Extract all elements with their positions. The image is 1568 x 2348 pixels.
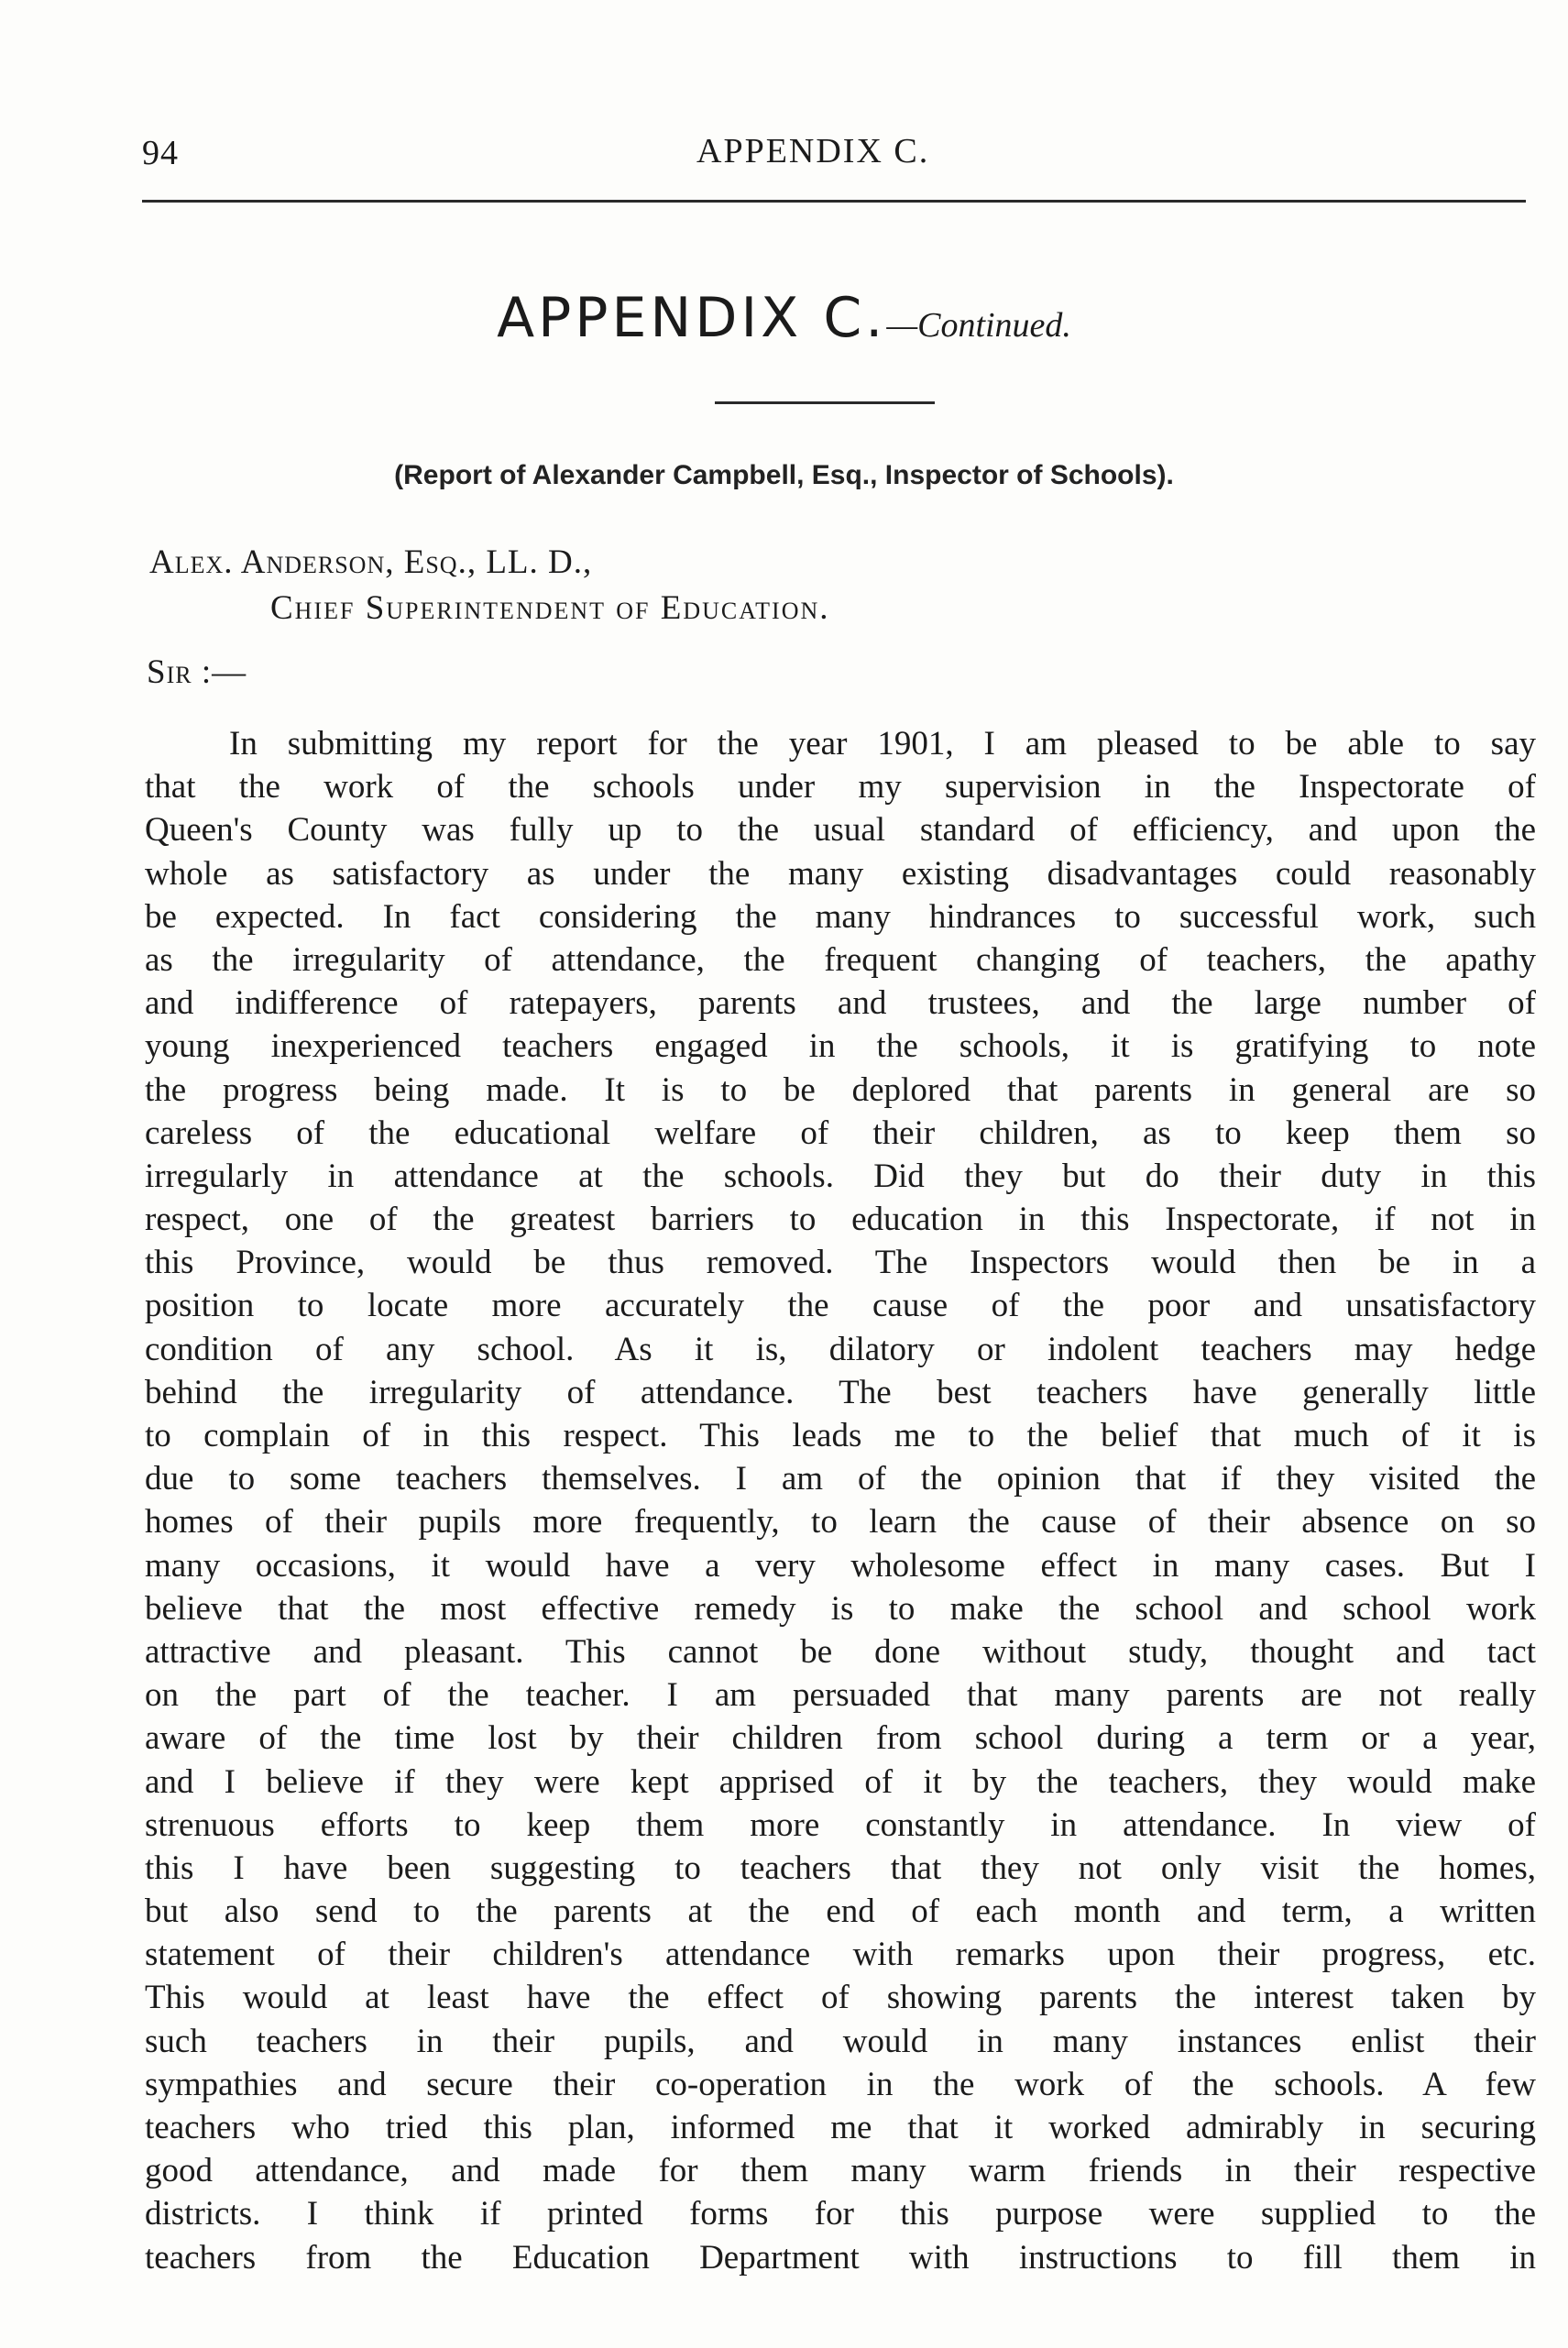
body-line: to complain of in this respect. This leads me to the belief that much of it is (145, 1417, 1536, 1454)
body-line: sympathies and secure their co-operation in the work of the schools. A few (145, 2065, 1536, 2103)
addressee-name: Alex. Anderson, Esq., LL. D., (149, 543, 593, 581)
body-line: whole as satisfactory as under the many existing disadvantages could reasonably (145, 854, 1536, 893)
body-line: many occasions, it would have a very wholesome effect in many cases. But I (145, 1546, 1536, 1585)
body-line: In submitting my report for the year 1901, I am pleased to be able to say (229, 725, 1536, 763)
body-line: that the work of the schools under my supervision in the Inspectorate of (145, 768, 1536, 806)
salutation: Sir :— (147, 653, 247, 691)
body-line: behind the irregularity of attendance. The best teachers have generally little (145, 1373, 1536, 1411)
body-line: careless of the educational welfare of their children, as to keep them so (145, 1114, 1536, 1152)
body-line: and indifference of ratepayers, parents and trustees, and the large number of (145, 984, 1536, 1023)
body-line: homes of their pupils more frequently, to learn the cause of their absence on so (145, 1503, 1536, 1542)
body-line: this Province, would be thus removed. The Inspectors would then be in a (145, 1244, 1536, 1282)
report-subtitle: (Report of Alexander Campbell, Esq., Inspector of Schools). (394, 460, 1174, 490)
body-line: strenuous efforts to keep them more constantly in attendance. In view of (145, 1805, 1536, 1844)
body-line: Queen's County was fully up to the usual standard of efficiency, and upon the (145, 811, 1536, 850)
page-number: 94 (142, 134, 179, 172)
body-line: be expected. In fact considering the many hindrances to successful work, such (145, 897, 1536, 936)
body-line: due to some teachers themselves. I am of the opinion that if they visited the (145, 1460, 1536, 1498)
body-line: respect, one of the greatest barriers to education in this Inspectorate, if not in (145, 1201, 1536, 1239)
header-rule (142, 200, 1526, 203)
body-line: and I believe if they were kept apprised of it by the teachers, they would make (145, 1762, 1536, 1801)
body-line: believe that the most effective remedy is to make the school and school work (145, 1589, 1536, 1628)
report-body (145, 722, 1536, 2279)
body-line: but also send to the parents at the end of each month and term, a written (145, 1893, 1536, 1931)
appendix-title-main: APPENDIX C. (497, 286, 887, 350)
body-line: teachers who tried this plan, informed me that it worked admirably in securing (145, 2109, 1536, 2146)
body-line: attractive and pleasant. This cannot be done without study, thought and tact (145, 1632, 1536, 1671)
body-line: position to locate more accurately the cause of the poor and unsatisfactory (145, 1287, 1536, 1325)
body-line: districts. I think if printed forms for this purpose were supplied to the (145, 2195, 1536, 2233)
body-line: on the part of the teacher. I am persuaded that many parents are not really (145, 1676, 1536, 1715)
running-head: APPENDIX C. (696, 132, 930, 170)
appendix-title-continued: —Continued. (886, 306, 1071, 345)
addressee-title: Chief Superintendent of Education. (270, 589, 830, 627)
body-line: as the irregularity of attendance, the frequent changing of teachers, the apathy (145, 940, 1536, 979)
appendix-title (0, 286, 1568, 350)
body-line: condition of any school. As it is, dilatory or indolent teachers may hedge (145, 1330, 1536, 1368)
body-line: such teachers in their pupils, and would in many instances enlist their (145, 2022, 1536, 2060)
body-line: statement of their children's attendance with remarks upon their progress, etc. (145, 1936, 1536, 1974)
body-line: good attendance, and made for them many warm friends in their respective (145, 2152, 1536, 2190)
body-line: this I have been suggesting to teachers that they not only visit the homes, (145, 1849, 1536, 1887)
body-line: teachers from the Education Department with instructions to fill them in (145, 2238, 1536, 2277)
title-rule (715, 401, 935, 404)
body-line: aware of the time lost by their children from school during a term or a year, (145, 1719, 1536, 1758)
body-line: the progress being made. It is to be deplored that parents in general are so (145, 1070, 1536, 1109)
body-line: This would at least have the effect of showing parents the interest taken by (145, 1979, 1536, 2017)
body-line: irregularly in attendance at the schools. Did they but do their duty in this (145, 1157, 1536, 1195)
body-line: young inexperienced teachers engaged in the schools, it is gratifying to note (145, 1027, 1536, 1066)
